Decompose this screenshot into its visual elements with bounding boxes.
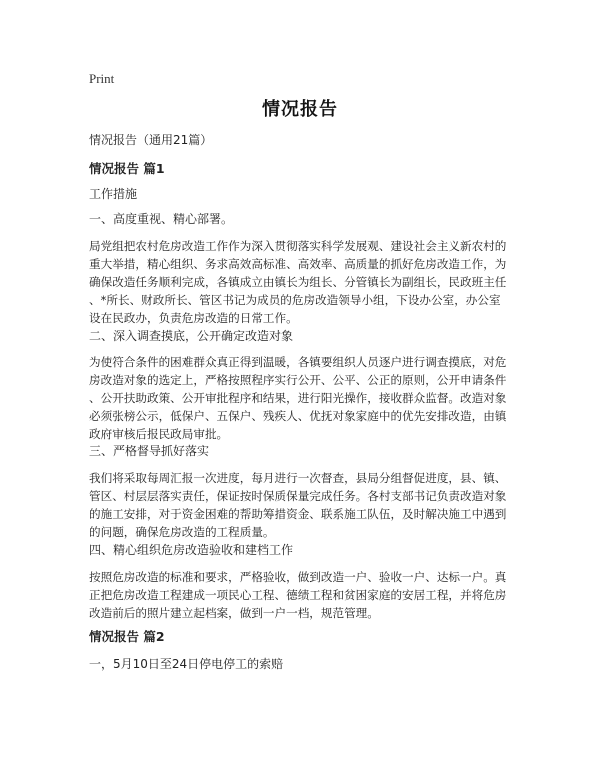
item-4-heading: 四、精心组织危房改造验收和建档工作 — [89, 543, 294, 557]
paragraph-line: 设在民政办，负责危房改造的日常工作。 — [89, 311, 298, 325]
paragraph-line: 政府审核后报民政局审批。 — [89, 427, 229, 441]
item-3-paragraph — [89, 469, 519, 541]
item-1-heading: 一、高度重视、精心部署。 — [89, 212, 234, 226]
paragraph-line: 必须张榜公示，低保户、五保户、残疾人、优抚对象家庭中的优先安排改造，由镇 — [89, 409, 507, 423]
print-label: Print — [89, 71, 115, 86]
paragraph-line: 、*所长、财政所长、管区书记为成员的危房改造领导小组，下设办公室，办公室 — [89, 293, 501, 307]
item-3-heading: 三、严格督导抓好落实 — [89, 444, 210, 458]
paragraph-line: 为使符合条件的困难群众真正得到温暖，各镇要组织人员逐户进行调查摸底，对危 — [89, 355, 507, 369]
paragraph-line: 房改造对象的选定上，严格按照程序实行公开、公平、公正的原则，公开申请条件 — [89, 373, 507, 387]
section-1-heading: 情况报告 篇1 — [89, 161, 165, 176]
paragraph-line: 正把危房改造工程建成一项民心工程、德绩工程和贫困家庭的安居工程，并将危房 — [89, 588, 507, 602]
item-1-paragraph — [89, 237, 519, 327]
paragraph-line: 局党组把农村危房改造工作作为深入贯彻落实科学发展观、建设社会主义新农村的 — [89, 239, 507, 253]
item-2-heading: 二、深入调查摸底，公开确定改造对象 — [89, 329, 294, 343]
page-title: 情况报告 — [262, 99, 338, 120]
paragraph-line: 的施工安排，对于资金困难的帮助筹措资金、联系施工队伍，及时解决施工中遇到 — [89, 507, 507, 521]
paragraph-line: 按照危房改造的标准和要求，严格验收，做到改造一户、验收一户、达标一户。真 — [89, 570, 507, 584]
paragraph-line: 的问题，确保危房改造的工程质量。 — [89, 525, 275, 539]
paragraph-line: 确保改造任务顺利完成，各镇成立由镇长为组长、分管镇长为副组长，民政班主任 — [89, 275, 507, 289]
paragraph-line: 改造前后的照片建立起档案，做到一户一档，规范管理。 — [89, 606, 379, 620]
paragraph-line: 、公开扶助政策、公开审批程序和结果，进行阳光操作，接收群众监督。改造对象 — [89, 391, 507, 405]
item-2-paragraph — [89, 353, 519, 443]
paragraph-line: 管区、村层层落实责任，保证按时保质保量完成任务。各村支部书记负责改造对象 — [89, 489, 507, 503]
section-2-heading: 情况报告 篇2 — [89, 629, 165, 644]
item-4-paragraph — [89, 568, 519, 622]
subtitle: 情况报告（通用21篇） — [89, 133, 213, 147]
paragraph-line: 我们将采取每周汇报一次进度，每月进行一次督查，县局分组督促进度，县、镇、 — [89, 471, 507, 485]
section-2-first-line: 一，5月10日至24日停电停工的索赔 — [89, 657, 284, 671]
paragraph-line: 重大举措，精心组织、务求高效高标准、高效率、高质量的抓好危房改造工作，为 — [89, 257, 507, 271]
section-1-intro: 工作措施 — [89, 187, 138, 201]
